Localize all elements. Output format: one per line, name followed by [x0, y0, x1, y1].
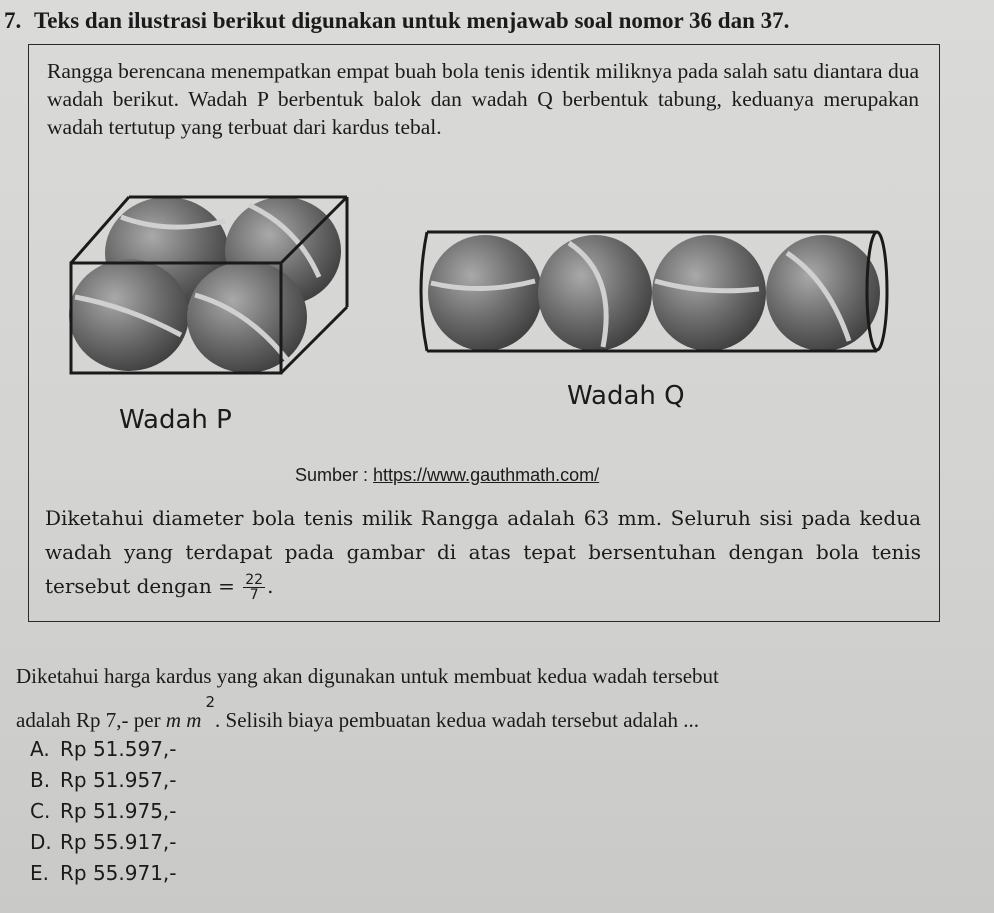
answer-option[interactable]: A. Rp 51.597,-	[30, 737, 177, 761]
tennis-ball-icon	[766, 235, 880, 351]
containers-figure	[29, 45, 939, 465]
tennis-ball-icon	[187, 261, 307, 373]
tennis-ball-icon	[538, 235, 652, 351]
container-q-illustration	[421, 232, 887, 351]
tennis-ball-icon	[652, 235, 766, 351]
question-header	[4, 8, 789, 34]
answer-option[interactable]: B. Rp 51.957,-	[30, 768, 177, 792]
question-number: 7.	[4, 8, 22, 33]
container-p-label: Wadah P	[119, 405, 232, 435]
source-credit	[295, 465, 599, 486]
answer-option[interactable]: D. Rp 55.917,-	[30, 830, 177, 854]
equals-sign: =	[218, 574, 235, 598]
container-q-label: Wadah Q	[567, 381, 685, 411]
question-text	[16, 654, 946, 744]
fraction-denominator: 7	[249, 587, 259, 603]
tennis-ball-icon	[69, 259, 189, 371]
intro-paragraph: Rangga berencana menempatkan empat buah bola tenis identik miliknya pada salah satu diantara dua wadah berikut. Wadah P berbentuk balok dan wadah Q berbentuk tabung, keduanya merupakan wadah tertutup yang terbuat dari kardus tebal.	[47, 59, 919, 139]
fraction-numerator: 22	[245, 572, 264, 588]
question-line-2: adalah Rp 7,- per m $m^2$. Selisih biaya pembuatan kedua wadah tersebut adalah ...	[16, 693, 700, 732]
pi-fraction	[243, 573, 265, 602]
stimulus-box	[28, 44, 940, 622]
info-end: .	[267, 574, 274, 598]
unit-text: m m	[165, 708, 202, 732]
answer-option[interactable]: E. Rp 55.971,-	[30, 861, 177, 885]
question-line-1: Diketahui harga kardus yang akan digunakan untuk membuat kedua wadah tersebut	[16, 664, 719, 688]
unit-exponent: 2	[205, 693, 216, 711]
container-p-illustration	[69, 197, 347, 373]
info-text	[45, 501, 921, 603]
tennis-ball-icon	[428, 235, 542, 351]
source-prefix: Sumber :	[295, 465, 374, 485]
source-link[interactable]: https://www.gauthmath.com/	[373, 465, 600, 485]
answer-options	[30, 734, 177, 889]
question-title: Teks dan ilustrasi berikut digunakan untuk menjawab soal nomor 36 dan 37.	[34, 8, 790, 33]
info-paragraph: Diketahui diameter bola tenis milik Rangga adalah 63 mm. Seluruh sisi pada kedua wadah yang terdapat pada gambar di atas tepat bersentuhan dengan bola tenis tersebut dengan	[45, 506, 921, 598]
answer-option[interactable]: C. Rp 51.975,-	[30, 799, 177, 823]
